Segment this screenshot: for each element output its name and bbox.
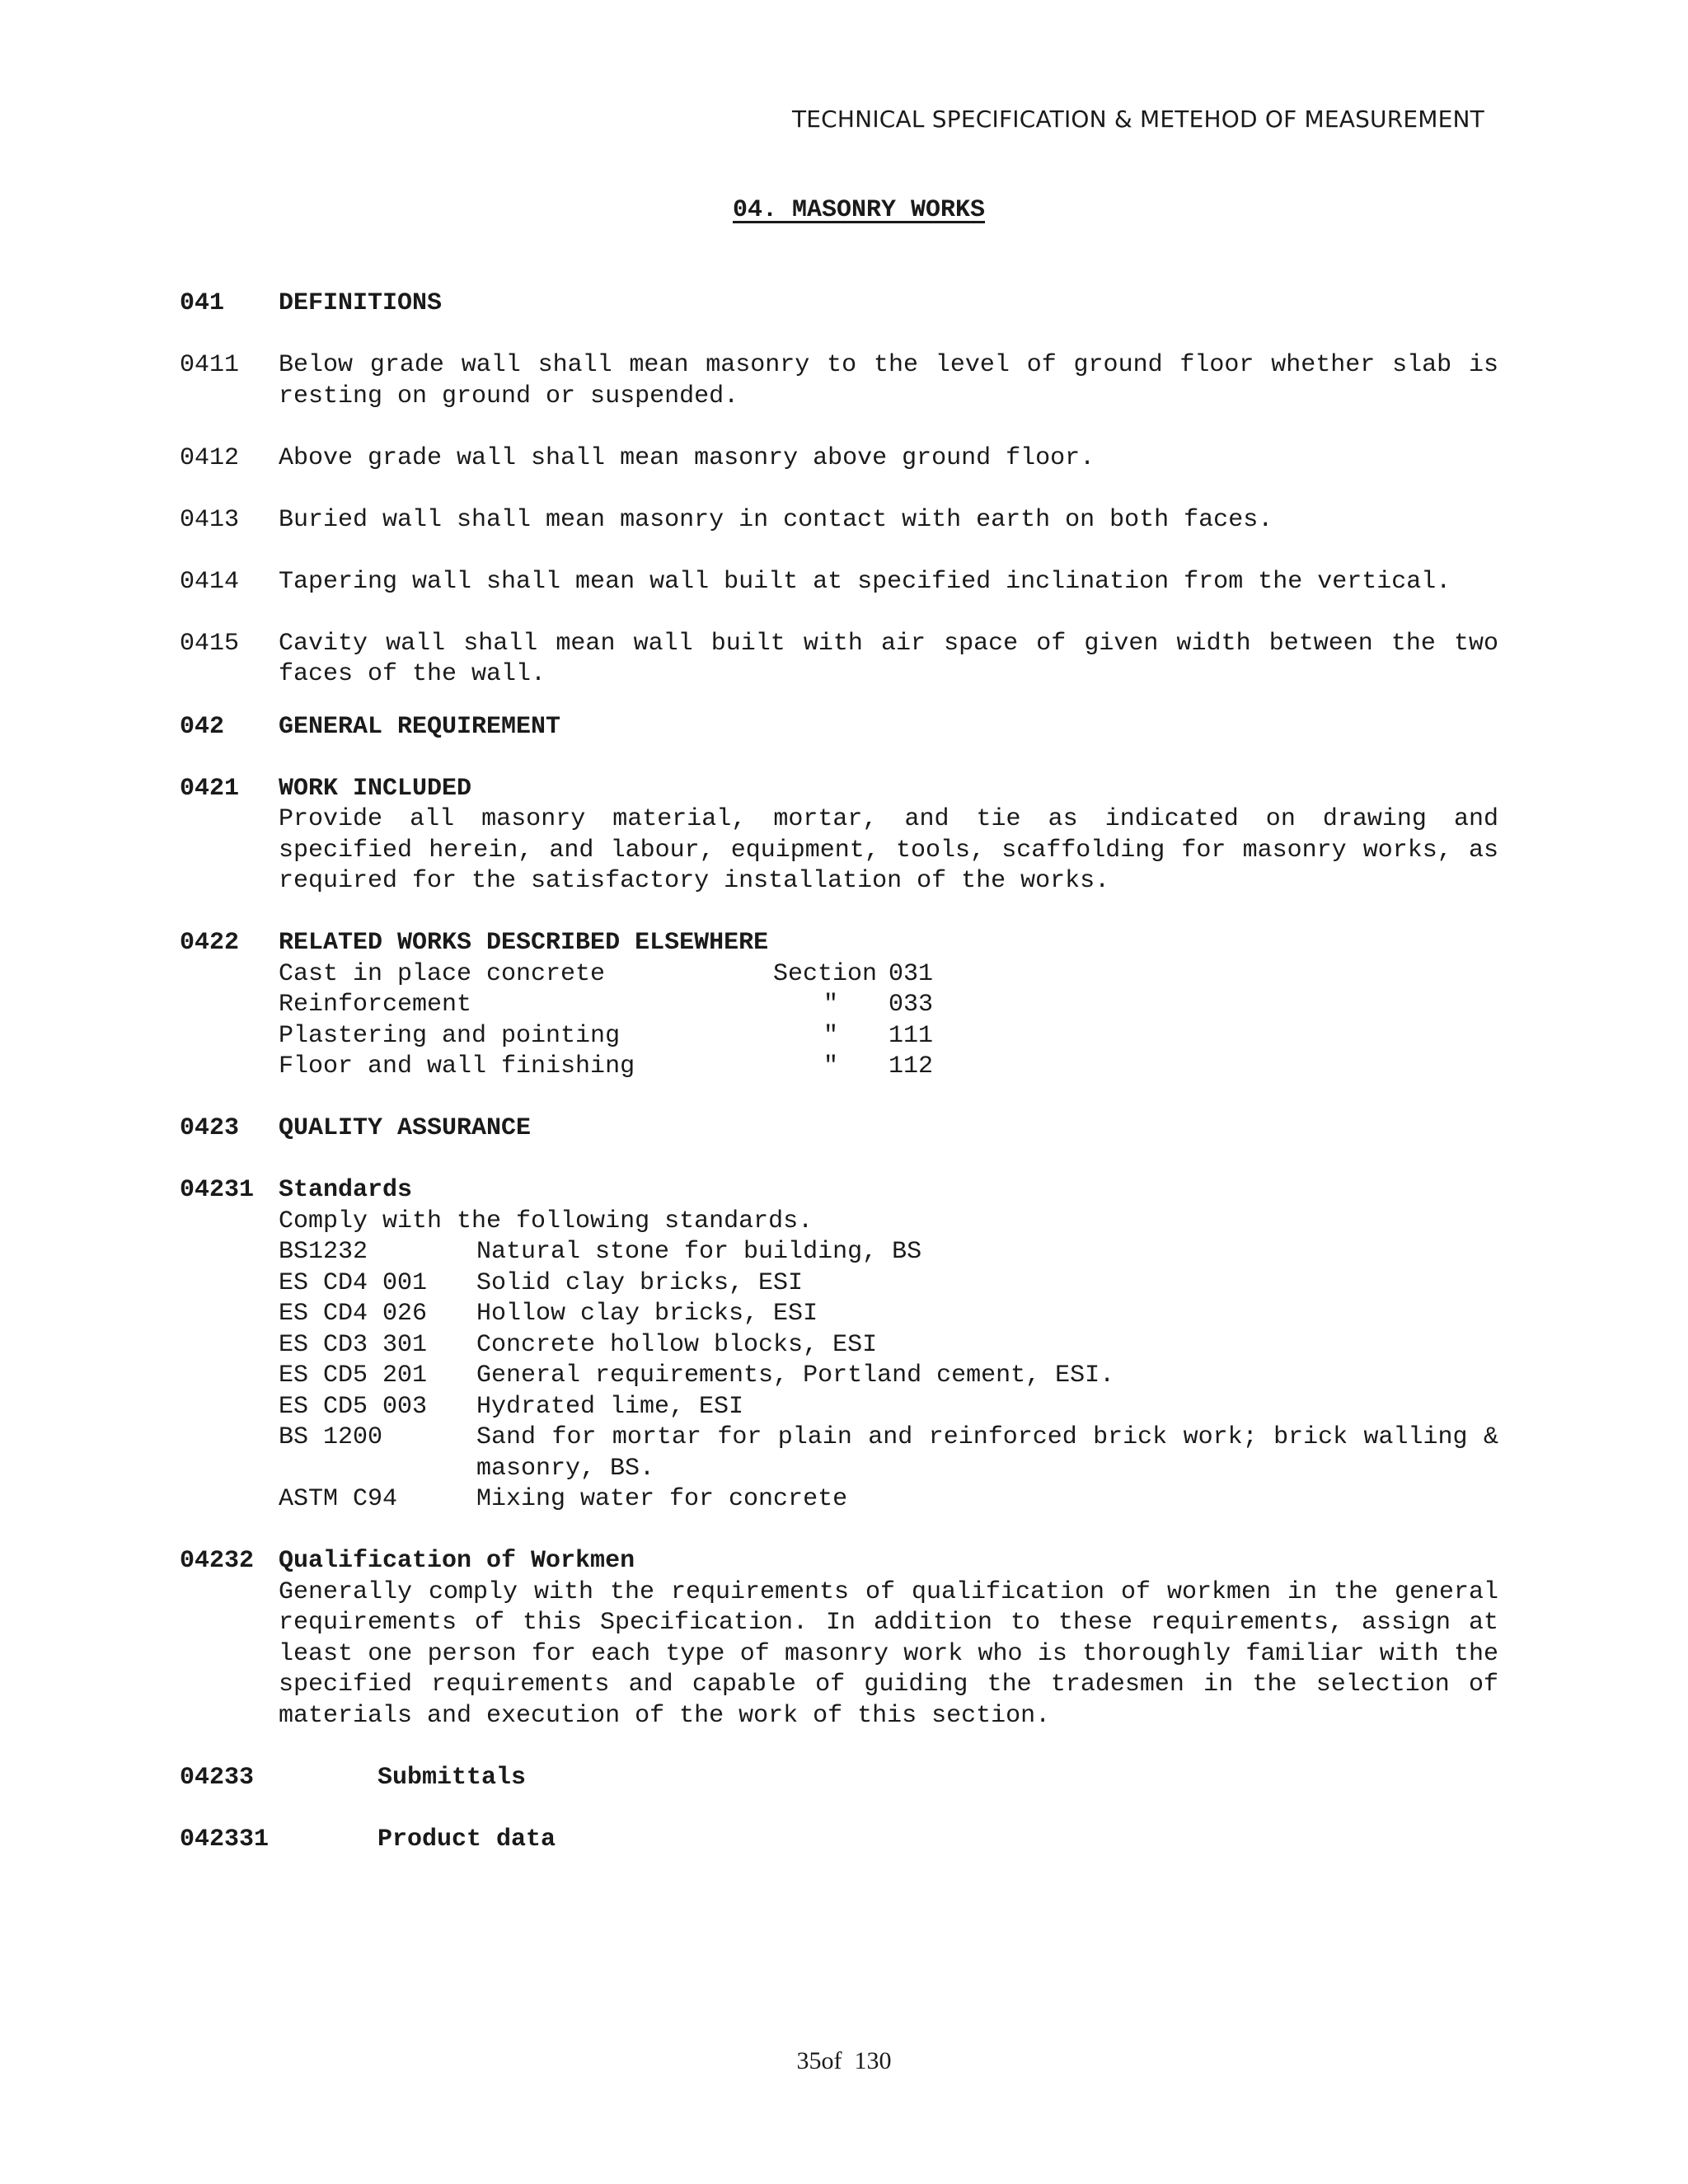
item-text: Above grade wall shall mean masonry above ground floor. <box>279 443 1095 472</box>
standard-row <box>279 1330 1498 1361</box>
related-work-row <box>279 1052 1498 1083</box>
standard-description: Hydrated lime, ESI <box>476 1392 744 1421</box>
subsection-heading-04233 <box>180 1763 1498 1794</box>
standard-code: BS1232 <box>279 1238 368 1266</box>
document-body <box>180 288 1498 1855</box>
related-works-list <box>180 959 1498 1083</box>
page-number: 35of 130 <box>796 2047 892 2074</box>
subsection-heading-042331 <box>180 1825 1498 1856</box>
standard-row <box>279 1392 1498 1423</box>
standard-code: ES CD4 001 <box>279 1268 428 1297</box>
definition-item-0413 <box>180 505 1498 537</box>
item-number: 0412 <box>180 443 240 472</box>
chapter-title-text: 04. MASONRY WORKS <box>732 196 986 224</box>
standard-description: Solid clay bricks, ESI <box>476 1268 804 1297</box>
standard-code: ES CD5 003 <box>279 1392 428 1421</box>
standard-row <box>279 1361 1498 1392</box>
section-title: QUALITY ASSURANCE <box>279 1114 532 1142</box>
section-heading-041 <box>180 288 1498 320</box>
item-number: 0413 <box>180 505 240 534</box>
section-number: 04232 <box>180 1547 255 1575</box>
definition-item-0412 <box>180 443 1498 475</box>
related-work-code: 031 <box>889 959 934 988</box>
related-work-label: Reinforcement <box>279 991 472 1019</box>
section-title: Product data <box>377 1825 556 1854</box>
standard-description: Sand for mortar for plain and reinforced brick work; brick walling & masonry, BS. <box>476 1423 1498 1483</box>
section-number: 042 <box>180 712 225 741</box>
section-number: 0422 <box>180 929 240 957</box>
standard-row <box>279 1484 1498 1516</box>
standard-code: ES CD5 201 <box>279 1361 428 1390</box>
chapter-title <box>0 196 1688 224</box>
item-text: Below grade wall shall mean masonry to the level of ground floor whether slab is resting on ground or suspended. <box>279 351 1498 410</box>
section-title: WORK INCLUDED <box>279 774 472 803</box>
subsection-heading-0423 <box>180 1113 1498 1145</box>
subsection-heading-04231 <box>180 1175 1498 1207</box>
section-title: RELATED WORKS DESCRIBED ELSEWHERE <box>279 929 769 957</box>
item-number: 0414 <box>180 567 240 596</box>
subsection-heading-0422 <box>180 928 1498 959</box>
item-text: Tapering wall shall mean wall built at specified inclination from the vertical. <box>279 567 1451 596</box>
section-title: DEFINITIONS <box>279 289 443 317</box>
standard-description: Hollow clay bricks, ESI <box>476 1300 818 1328</box>
standards-intro: Comply with the following standards. <box>279 1207 814 1235</box>
standard-code: ES CD4 026 <box>279 1300 428 1328</box>
related-work-label: Floor and wall finishing <box>279 1052 635 1080</box>
related-work-row <box>279 959 1498 991</box>
paragraph-text: Generally comply with the requirements of qualification of workmen in the general requirements of this Specification. In addition to these requirements, assign at least one person for each type of masonry work who is thoroughly familiar with the specified requirements and capable of guiding the tradesmen in the selection of materials and execution of the work of this section. <box>279 1577 1498 1730</box>
item-text: Buried wall shall mean masonry in contact with earth on both faces. <box>279 505 1273 534</box>
related-work-label: Plastering and pointing <box>279 1021 621 1050</box>
standard-description: Mixing water for concrete <box>476 1485 848 1513</box>
item-text: Cavity wall shall mean wall built with air space of given width between the two faces of the wall. <box>279 629 1498 688</box>
standard-code: ES CD3 301 <box>279 1330 428 1359</box>
standard-description: Natural stone for building, BS <box>476 1238 922 1266</box>
work-included-paragraph <box>180 804 1498 898</box>
item-number: 0415 <box>180 629 240 658</box>
standard-code: ASTM C94 <box>279 1485 398 1513</box>
page-header: TECHNICAL SPECIFICATION & METEHOD OF MEASUREMENT <box>791 105 1484 133</box>
section-heading-042 <box>180 712 1498 743</box>
related-work-code: 111 <box>889 1021 934 1050</box>
ditto-mark: " <box>823 1021 838 1050</box>
workmen-paragraph <box>180 1577 1498 1732</box>
definition-item-0411 <box>180 350 1498 412</box>
section-number: 04231 <box>180 1176 255 1204</box>
definition-item-0414 <box>180 567 1498 598</box>
section-title: Submittals <box>377 1763 527 1792</box>
section-number: 042331 <box>180 1825 270 1854</box>
related-work-code: 033 <box>889 991 934 1019</box>
standard-description: Concrete hollow blocks, ESI <box>476 1330 878 1359</box>
standard-row <box>279 1237 1498 1268</box>
standards-list <box>180 1207 1498 1516</box>
ditto-mark: " <box>823 991 838 1019</box>
subsection-heading-0421 <box>180 774 1498 805</box>
section-number: 04233 <box>180 1763 255 1792</box>
subsection-heading-04232 <box>180 1546 1498 1577</box>
standard-description: General requirements, Portland cement, ESI. <box>476 1361 1115 1390</box>
definition-item-0415 <box>180 629 1498 691</box>
section-number: 0421 <box>180 774 240 803</box>
standard-row <box>279 1299 1498 1330</box>
standard-row <box>279 1422 1498 1484</box>
related-work-section: Section <box>773 959 878 988</box>
ditto-mark: " <box>823 1052 838 1080</box>
section-title: Standards <box>279 1176 413 1204</box>
related-work-row <box>279 1021 1498 1052</box>
related-work-label: Cast in place concrete <box>279 959 606 988</box>
section-number: 041 <box>180 289 225 317</box>
section-number: 0423 <box>180 1114 240 1142</box>
related-work-row <box>279 990 1498 1021</box>
section-title: Qualification of Workmen <box>279 1547 635 1575</box>
section-title: GENERAL REQUIREMENT <box>279 712 561 741</box>
paragraph-text: Provide all masonry material, mortar, and tie as indicated on drawing and specified herein, and labour, equipment, tools, scaffolding for masonry works, as required for the satisfactory installation of the works. <box>279 805 1498 895</box>
item-number: 0411 <box>180 351 240 379</box>
standard-code: BS 1200 <box>279 1423 383 1451</box>
related-work-code: 112 <box>889 1052 934 1080</box>
standard-row <box>279 1268 1498 1300</box>
